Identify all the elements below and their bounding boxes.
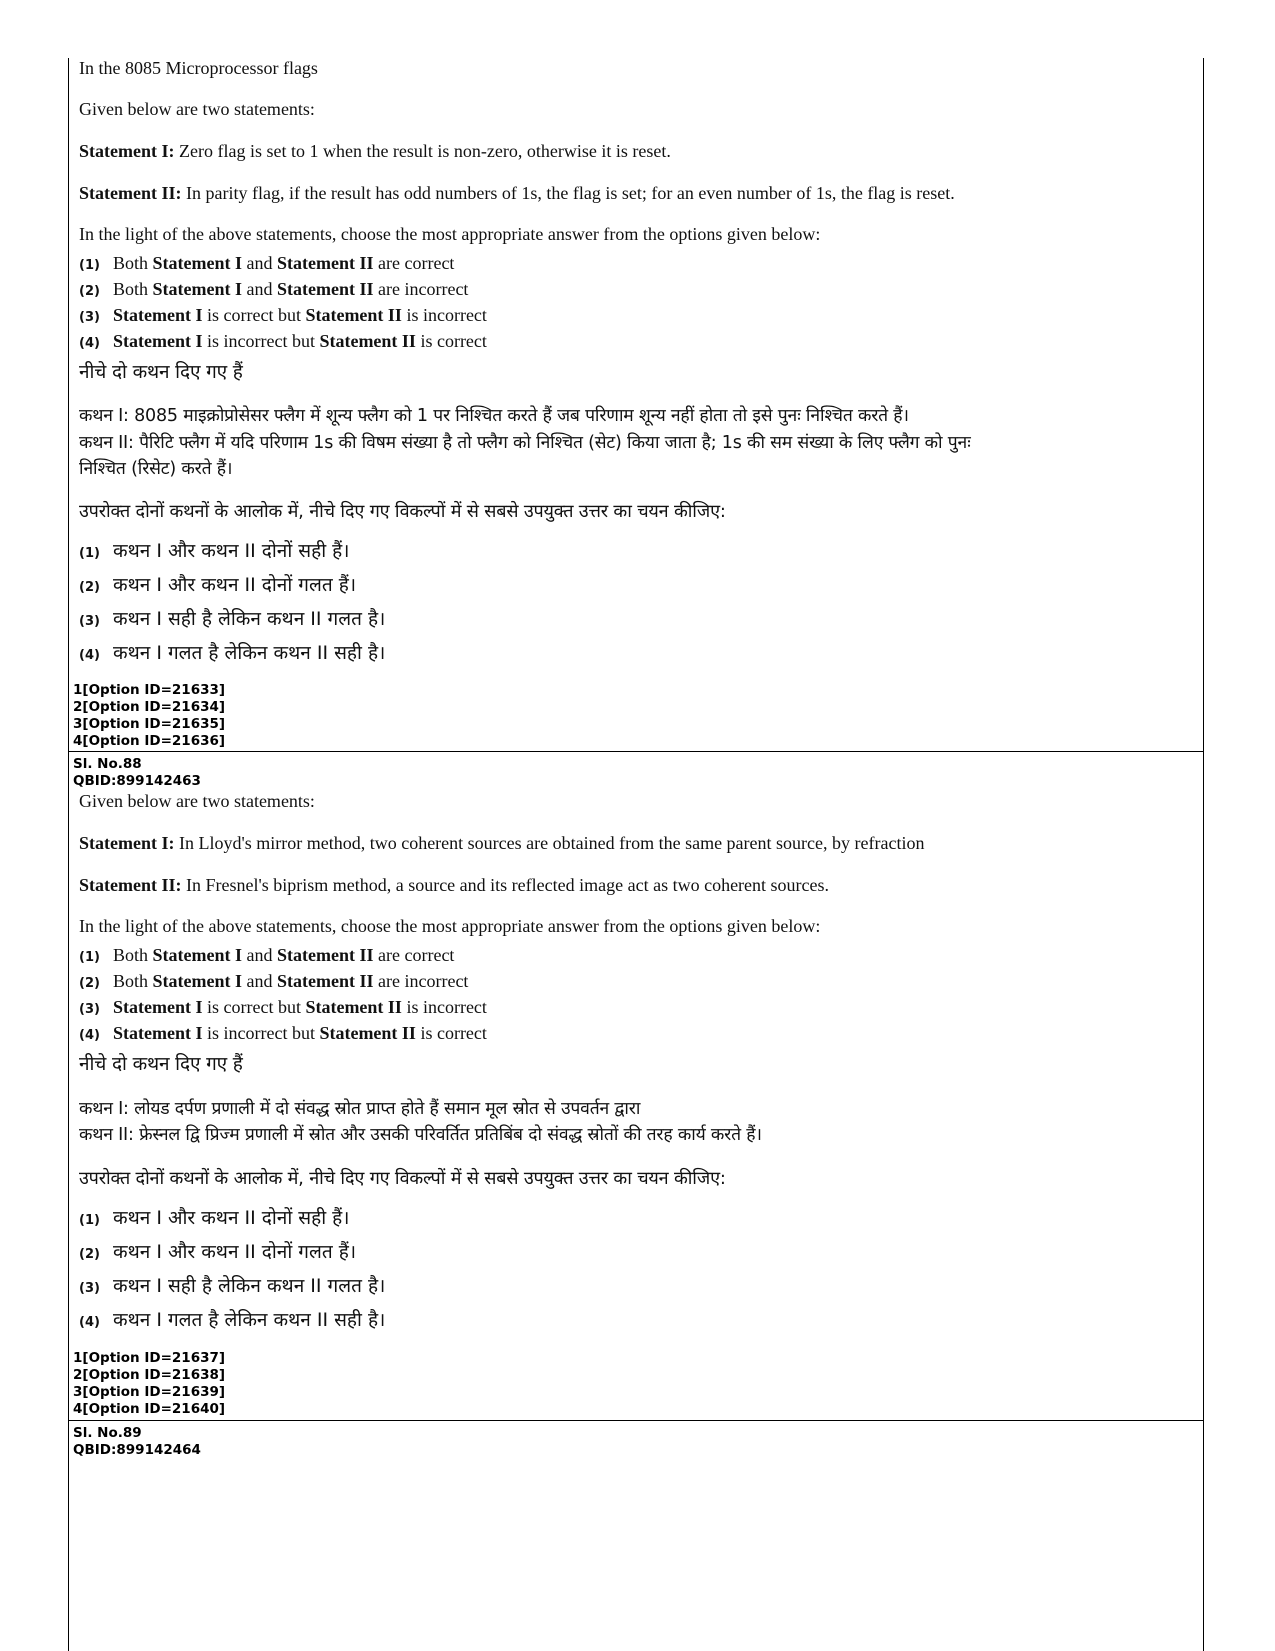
q87-hindi-option-2: (2) कथन I और कथन II दोनों गलत हैं। [79, 574, 357, 596]
option-id: 4[Option ID=21640] [73, 1401, 226, 1417]
q88-hindi-option-3: (3) कथन I सही है लेकिन कथन II गलत है। [79, 1275, 386, 1297]
question-88 [69, 753, 1203, 1420]
option-id: 4[Option ID=21636] [73, 733, 226, 749]
q87-hindi-instruction: उपरोक्त दोनों कथनों के आलोक में, नीचे दिए गए विकल्पों में से सबसे उपयुक्त उत्तर का चयन कीजिए: [79, 501, 726, 522]
q87-instruction: In the light of the above statements, choose the most appropriate answer from the options given below: [79, 224, 821, 244]
page-frame [68, 58, 1204, 1651]
q87-statement-2: Statement II: In parity flag, if the result has odd numbers of 1s, the flag is set; for an even number of 1s, the flag is reset. [79, 183, 955, 203]
q87-hindi-statement-2-cont: निश्चित (रिसेट) करते हैं। [79, 459, 233, 479]
q87-option-4: (4) Statement I is incorrect but Statement II is correct [79, 331, 487, 351]
q88-sl-no: Sl. No.88 [73, 756, 142, 772]
q89-qbid: QBID:899142464 [73, 1442, 201, 1458]
q88-option-2: (2) Both Statement I and Statement II are incorrect [79, 971, 469, 991]
q87-hindi-given: नीचे दो कथन दिए गए हैं [79, 361, 243, 383]
q89-sl-no: Sl. No.89 [73, 1425, 142, 1441]
option-id: 2[Option ID=21638] [73, 1367, 226, 1383]
q88-option-3: (3) Statement I is correct but Statement II is incorrect [79, 997, 487, 1017]
q87-hindi-statement-1: कथन I: 8085 माइक्रोप्रोसेसर फ्लैग में शून्य फ्लैग को 1 पर निश्चित करते हैं जब परिणाम शून्य नहीं होता तो इसे पुनः निश्चित करते हैं। [79, 406, 909, 426]
q88-instruction: In the light of the above statements, choose the most appropriate answer from the options given below: [79, 916, 821, 936]
q87-intro: In the 8085 Microprocessor flags [79, 58, 318, 78]
option-id: 3[Option ID=21635] [73, 716, 226, 732]
option-id: 1[Option ID=21633] [73, 682, 226, 698]
q87-hindi-option-4: (4) कथन I गलत है लेकिन कथन II सही है। [79, 642, 386, 664]
q87-statement-1: Statement I: Zero flag is set to 1 when the result is non-zero, otherwise it is reset. [79, 141, 671, 161]
q88-given: Given below are two statements: [79, 791, 315, 811]
q88-option-ids [73, 1350, 225, 1418]
q87-given: Given below are two statements: [79, 99, 315, 119]
q88-hindi-option-2: (2) कथन I और कथन II दोनों गलत हैं। [79, 1241, 357, 1263]
q88-hindi-statement-2: कथन II: फ्रेस्नल द्वि प्रिज्म प्रणाली में स्रोत और उसकी परिवर्तित प्रतिबिंब दो संवद्ध स्रोतों की तरह कार्य करते हैं। [79, 1125, 762, 1145]
option-id: 1[Option ID=21637] [73, 1350, 226, 1366]
q87-hindi-statement-2: कथन II: पैरिटि फ्लैग में यदि परिणाम 1s की विषम संख्या है तो फ्लैग को निश्चित (सेट) किया जाता है; 1s की सम संख्या के लिए फ्लैग को पुनः [79, 433, 971, 453]
option-id: 3[Option ID=21639] [73, 1384, 226, 1400]
q87-option-1: (1) Both Statement I and Statement II are correct [79, 253, 455, 273]
q88-hindi-option-1: (1) कथन I और कथन II दोनों सही हैं। [79, 1207, 350, 1229]
question-89 [69, 1422, 1203, 1482]
question-87 [69, 58, 1203, 751]
q87-option-3: (3) Statement I is correct but Statement II is incorrect [79, 305, 487, 325]
divider [69, 751, 1203, 752]
q88-hindi-instruction: उपरोक्त दोनों कथनों के आलोक में, नीचे दिए गए विकल्पों में से सबसे उपयुक्त उत्तर का चयन कीजिए: [79, 1168, 726, 1189]
q88-hindi-given: नीचे दो कथन दिए गए हैं [79, 1053, 243, 1075]
q88-hindi-statement-1: कथन I: लोयड दर्पण प्रणाली में दो संवद्ध स्रोत प्राप्त होते हैं समान मूल स्रोत से उपवर्तन द्वारा [79, 1099, 641, 1119]
q87-option-2: (2) Both Statement I and Statement II are incorrect [79, 279, 469, 299]
divider [69, 1420, 1203, 1421]
q87-hindi-option-1: (1) कथन I और कथन II दोनों सही हैं। [79, 540, 350, 562]
q88-statement-2: Statement II: In Fresnel's biprism method, a source and its reflected image act as two coherent sources. [79, 875, 830, 895]
q87-hindi-option-3: (3) कथन I सही है लेकिन कथन II गलत है। [79, 608, 386, 630]
q88-option-4: (4) Statement I is incorrect but Statement II is correct [79, 1023, 487, 1043]
option-id: 2[Option ID=21634] [73, 699, 226, 715]
q87-option-ids [73, 682, 225, 750]
q88-qbid: QBID:899142463 [73, 773, 201, 789]
q88-option-1: (1) Both Statement I and Statement II are correct [79, 945, 455, 965]
q88-statement-1: Statement I: In Lloyd's mirror method, two coherent sources are obtained from the same parent source, by refraction [79, 833, 925, 853]
q88-hindi-option-4: (4) कथन I गलत है लेकिन कथन II सही है। [79, 1309, 386, 1331]
